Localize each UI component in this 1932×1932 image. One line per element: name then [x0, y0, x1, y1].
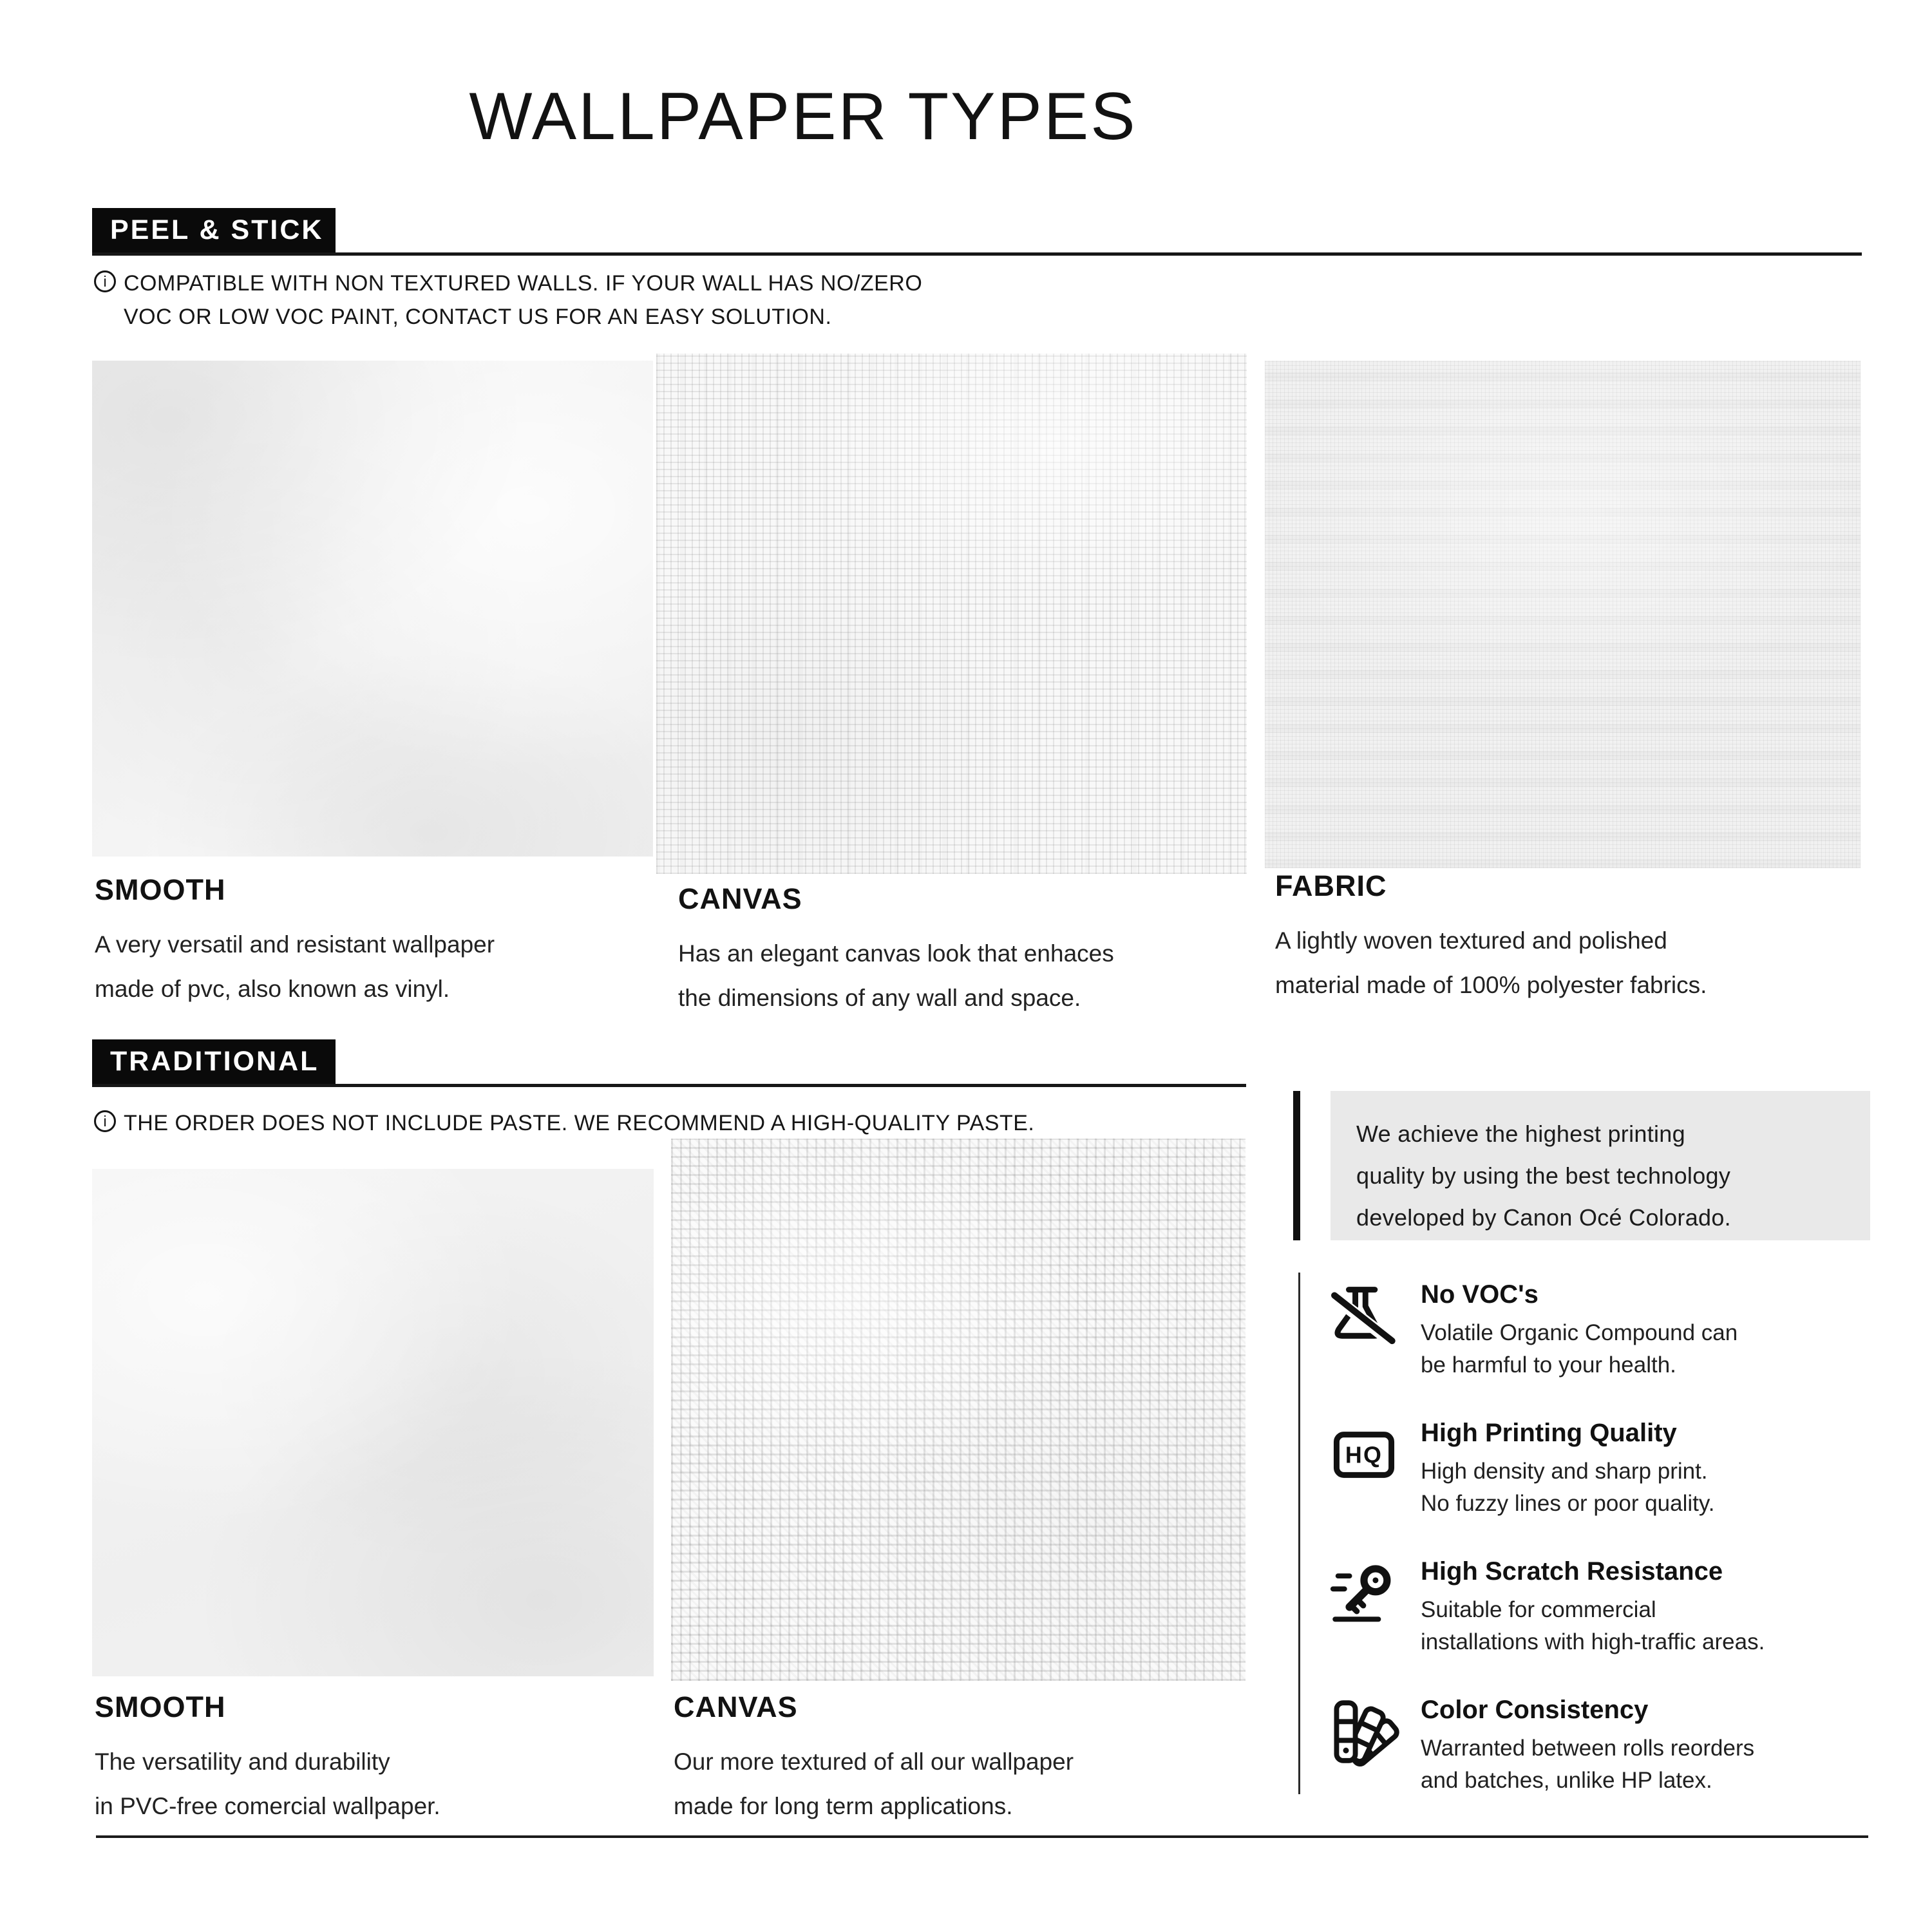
type-label-peel-canvas — [678, 882, 1114, 1020]
color-swatches-icon — [1328, 1696, 1400, 1768]
type-desc-line: A lightly woven textured and polished — [1275, 927, 1667, 954]
feature-text — [1421, 1557, 1765, 1658]
section-header-traditional — [92, 1039, 1246, 1087]
feature-desc-line: Warranted between rolls reorders — [1421, 1736, 1755, 1761]
feature-desc-line: installations with high-traffic areas. — [1421, 1629, 1765, 1654]
feature-title: No VOC's — [1421, 1280, 1539, 1309]
type-name: CANVAS — [674, 1690, 798, 1723]
feature-no-voc — [1328, 1280, 1882, 1381]
bottom-divider-line — [96, 1835, 1868, 1838]
feature-title: High Printing Quality — [1421, 1419, 1677, 1447]
features-list — [1328, 1280, 1882, 1797]
swatch-peel-fabric — [1265, 361, 1861, 868]
type-desc-line: made of pvc, also known as vinyl. — [95, 976, 450, 1002]
type-desc-line: in PVC-free comercial wallpaper. — [95, 1793, 440, 1819]
hq-icon-label: HQ — [1345, 1442, 1383, 1468]
quality-line: developed by Canon Océ Colorado. — [1356, 1204, 1731, 1231]
feature-desc-line: Volatile Organic Compound can — [1421, 1320, 1738, 1345]
type-name: SMOOTH — [95, 873, 226, 906]
type-desc-line: material made of 100% polyester fabrics. — [1275, 972, 1707, 998]
feature-high-scratch-resistance — [1328, 1557, 1882, 1658]
peel-stick-note — [94, 267, 922, 334]
scratch-key-icon — [1328, 1557, 1400, 1629]
type-desc-line: Our more textured of all our wallpaper — [674, 1748, 1074, 1775]
type-name: FABRIC — [1275, 869, 1387, 902]
type-desc-line: The versatility and durability — [95, 1748, 390, 1775]
feature-text — [1421, 1280, 1738, 1381]
peel-stick-label: PEEL & STICK — [92, 208, 336, 252]
type-label-traditional-smooth — [95, 1690, 440, 1828]
feature-desc-line: be harmful to your health. — [1421, 1352, 1676, 1378]
peel-stick-note-line-2: VOC OR LOW VOC PAINT, CONTACT US FOR AN EASY SOLUTION. — [124, 305, 832, 329]
feature-desc-line: No fuzzy lines or poor quality. — [1421, 1491, 1715, 1516]
type-label-peel-fabric — [1275, 869, 1707, 1007]
type-desc-line: Has an elegant canvas look that enhaces — [678, 940, 1114, 967]
feature-text — [1421, 1696, 1754, 1797]
type-desc-line: A very versatil and resistant wallpaper — [95, 931, 495, 958]
info-icon: i — [94, 1110, 116, 1132]
feature-desc-line: Suitable for commercial — [1421, 1597, 1656, 1622]
hq-badge-icon — [1328, 1419, 1400, 1491]
type-label-peel-smooth — [95, 873, 495, 1011]
quality-line: We achieve the highest printing — [1356, 1121, 1685, 1147]
traditional-note-line-1: THE ORDER DOES NOT INCLUDE PASTE. WE RECOMMEND A HIGH-QUALITY PASTE. — [124, 1111, 1035, 1135]
feature-title: Color Consistency — [1421, 1696, 1649, 1724]
traditional-label: TRADITIONAL — [92, 1039, 336, 1084]
features-divider-line — [1298, 1273, 1300, 1794]
feature-desc-line: and batches, unlike HP latex. — [1421, 1768, 1712, 1793]
type-desc-line: made for long term applications. — [674, 1793, 1013, 1819]
feature-desc-line: High density and sharp print. — [1421, 1459, 1708, 1484]
quality-line: quality by using the best technology — [1356, 1162, 1731, 1189]
quality-box-accent-bar — [1293, 1091, 1300, 1240]
section-header-peel-stick — [92, 208, 1862, 256]
no-voc-flask-icon — [1328, 1280, 1400, 1352]
feature-title: High Scratch Resistance — [1421, 1557, 1723, 1586]
printing-quality-callout — [1331, 1091, 1870, 1240]
feature-high-printing-quality — [1328, 1419, 1882, 1520]
info-icon: i — [94, 270, 116, 292]
type-label-traditional-canvas — [674, 1690, 1074, 1828]
peel-stick-note-line-1: COMPATIBLE WITH NON TEXTURED WALLS. IF YOUR WALL HAS NO/ZERO — [124, 271, 923, 296]
type-desc-line: the dimensions of any wall and space. — [678, 985, 1081, 1011]
type-name: SMOOTH — [95, 1690, 226, 1723]
page-title: WALLPAPER TYPES — [469, 79, 1137, 154]
swatch-peel-canvas — [656, 354, 1247, 874]
feature-color-consistency — [1328, 1696, 1882, 1797]
traditional-note — [94, 1106, 1034, 1140]
feature-text — [1421, 1419, 1715, 1520]
swatch-peel-smooth — [92, 361, 653, 857]
swatch-traditional-smooth — [92, 1169, 654, 1676]
type-name: CANVAS — [678, 882, 802, 915]
swatch-traditional-canvas — [671, 1139, 1245, 1681]
